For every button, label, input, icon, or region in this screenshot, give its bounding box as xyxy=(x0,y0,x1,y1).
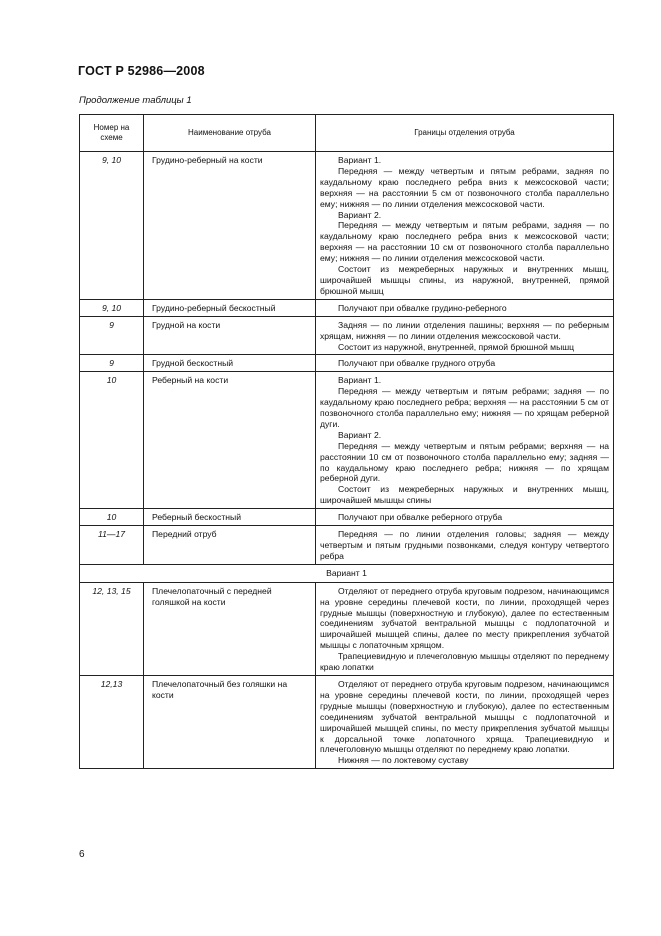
table-continuation-caption: Продолжение таблицы 1 xyxy=(79,95,192,106)
cut-name: Грудной бескостный xyxy=(144,355,316,372)
column-header-boundaries: Границы отделения отруба xyxy=(316,115,614,152)
table-row xyxy=(80,299,614,316)
table-row xyxy=(80,372,614,509)
cut-name: Грудино-реберный бескостный xyxy=(144,299,316,316)
scheme-number: 9, 10 xyxy=(80,152,144,300)
cut-boundaries xyxy=(316,299,614,316)
boundary-paragraph: Вариант 2. xyxy=(338,429,382,440)
table-row xyxy=(80,526,614,565)
cut-name: Плечелопаточный с передней голяшкой на кости xyxy=(144,582,316,675)
boundary-paragraph: Получают при обвалке реберного отруба xyxy=(338,512,503,523)
boundary-paragraph: Состоит из наружной, внутренней, прямой брюшной мышц xyxy=(338,341,575,352)
scheme-number: 9, 10 xyxy=(80,299,144,316)
table-row xyxy=(80,582,614,675)
scheme-number: 9 xyxy=(80,355,144,372)
boundary-paragraph: Передняя — между четвертым и пятым ребрами; задняя — по каудальному краю последнего ребра; верхняя — на расстоянии 5 см от позвоночного столба параллельно ему; нижняя — по хрящам реберной дуги. xyxy=(320,386,609,429)
cut-boundaries xyxy=(316,509,614,526)
table-row xyxy=(80,152,614,300)
scheme-number: 12,13 xyxy=(80,675,144,768)
boundary-paragraph: Передняя — между четвертым и пятым ребрами, задняя — по каудальному краю последнего ребра вниз к межсосковой части; верхняя — на расстоянии 10 см от позвоночного столба параллельно ему; нижняя — по линии отделения межсосковой части. xyxy=(320,220,609,264)
table-row xyxy=(80,355,614,372)
cut-boundaries xyxy=(316,526,614,565)
cut-name: Грудной на кости xyxy=(144,316,316,355)
boundary-paragraph: Отделяют от переднего отруба круговым подрезом, начинающимся на уровне середины плечевой кости, по линии, проходящей через грудные мышцы (поверхностную и глубокую), далее по естественным соединениям зубчатой вентральной мышцы с подлопаточной и широчайшей мышцей спины, далее по месту прикрепления зубчатой мышцы с лопаточным хрящом. xyxy=(320,585,609,651)
boundary-paragraph: Вариант 1. xyxy=(338,155,382,165)
cut-name: Плечелопаточный без голяшки на кости xyxy=(144,675,316,768)
boundary-paragraph: Нижняя — по локтевому суставу xyxy=(338,755,469,766)
table-row xyxy=(80,316,614,355)
cut-name: Передний отруб xyxy=(144,526,316,565)
boundary-paragraph: Задняя — по линии отделения пашины; верхняя — по реберным хрящам, нижняя — по линии отделения межсосковой части. xyxy=(320,319,609,341)
cut-boundaries xyxy=(316,582,614,675)
cut-name: Реберный на кости xyxy=(144,372,316,509)
table-row xyxy=(80,564,614,582)
boundary-paragraph: Получают при обвалке грудино-реберного xyxy=(338,302,507,313)
boundary-paragraph: Получают при обвалке грудного отруба xyxy=(338,358,496,369)
cuts-table xyxy=(79,114,614,769)
boundary-paragraph: Вариант 1. xyxy=(338,375,382,386)
page-number: 6 xyxy=(79,849,85,860)
table-row xyxy=(80,675,614,768)
cut-boundaries xyxy=(316,372,614,509)
table-header-row xyxy=(80,115,614,152)
document-header: ГОСТ Р 52986—2008 xyxy=(78,64,205,78)
boundary-paragraph: Вариант 2. xyxy=(338,209,382,220)
table-row xyxy=(80,509,614,526)
cut-boundaries xyxy=(316,152,614,300)
cut-boundaries xyxy=(316,316,614,355)
column-header-name: Наименование отруба xyxy=(144,115,316,152)
cut-name: Реберный бескостный xyxy=(144,509,316,526)
cut-name: Грудино-реберный на кости xyxy=(144,152,316,300)
column-header-number: Номер на схеме xyxy=(80,115,144,152)
variant-heading: Вариант 1 xyxy=(80,564,614,582)
cut-boundaries xyxy=(316,355,614,372)
boundary-paragraph: Передняя — между четвертым и пятым ребрами; верхняя — на расстоянии 10 см от позвоночного столба параллельно ему; задняя — по каудальному краю последнего ребра; нижняя — по хрящам реберной дуги. xyxy=(320,440,609,484)
scheme-number: 9 xyxy=(80,316,144,355)
boundary-paragraph: Состоит из межреберных наружных и внутренних мышц, широчайшей мышцы спины, из наружной, внутренней, прямой брюшной мышц xyxy=(320,264,609,296)
scheme-number: 12, 13, 15 xyxy=(80,582,144,675)
scheme-number: 11—17 xyxy=(80,526,144,565)
boundary-paragraph: Состоит из межреберных наружных и внутренних мышц, широчайшей мышцы спины xyxy=(320,484,609,506)
boundary-paragraph: Передняя — между четвертым и пятым ребрами, задняя по каудальному краю последнего ребра вниз к межсосковой части; верхняя — на расстоянии 5 см от позвоночного столба параллельно ему; нижняя — по линии отделения межсосковой части. xyxy=(320,165,609,209)
scheme-number: 10 xyxy=(80,372,144,509)
boundary-paragraph: Трапециевидную и плечеголовную мышцы отделяют по переднему краю лопатки xyxy=(320,651,609,673)
boundary-paragraph: Передняя — по линии отделения головы; задняя — между четвертым и пятым грудными позвонками, следуя контуру четвертого ребра xyxy=(320,529,609,561)
scheme-number: 10 xyxy=(80,509,144,526)
boundary-paragraph: Отделяют от переднего отруба круговым подрезом, начинающимся на уровне середины плечевой кости, по линии, проходящей через грудные мышцы (поверхностную и глубокую), далее по естественным соединениям зубчатой вентральной мышцы с подлопаточной и широчайшей мышцей спины, по месту прикрепления зубчатой мышцы к дорсальной точке лопаточного хряща. Трапециевидную и плечеголовную мышцы отделяют по переднему краю лопатки. xyxy=(320,678,609,755)
cut-boundaries xyxy=(316,675,614,768)
